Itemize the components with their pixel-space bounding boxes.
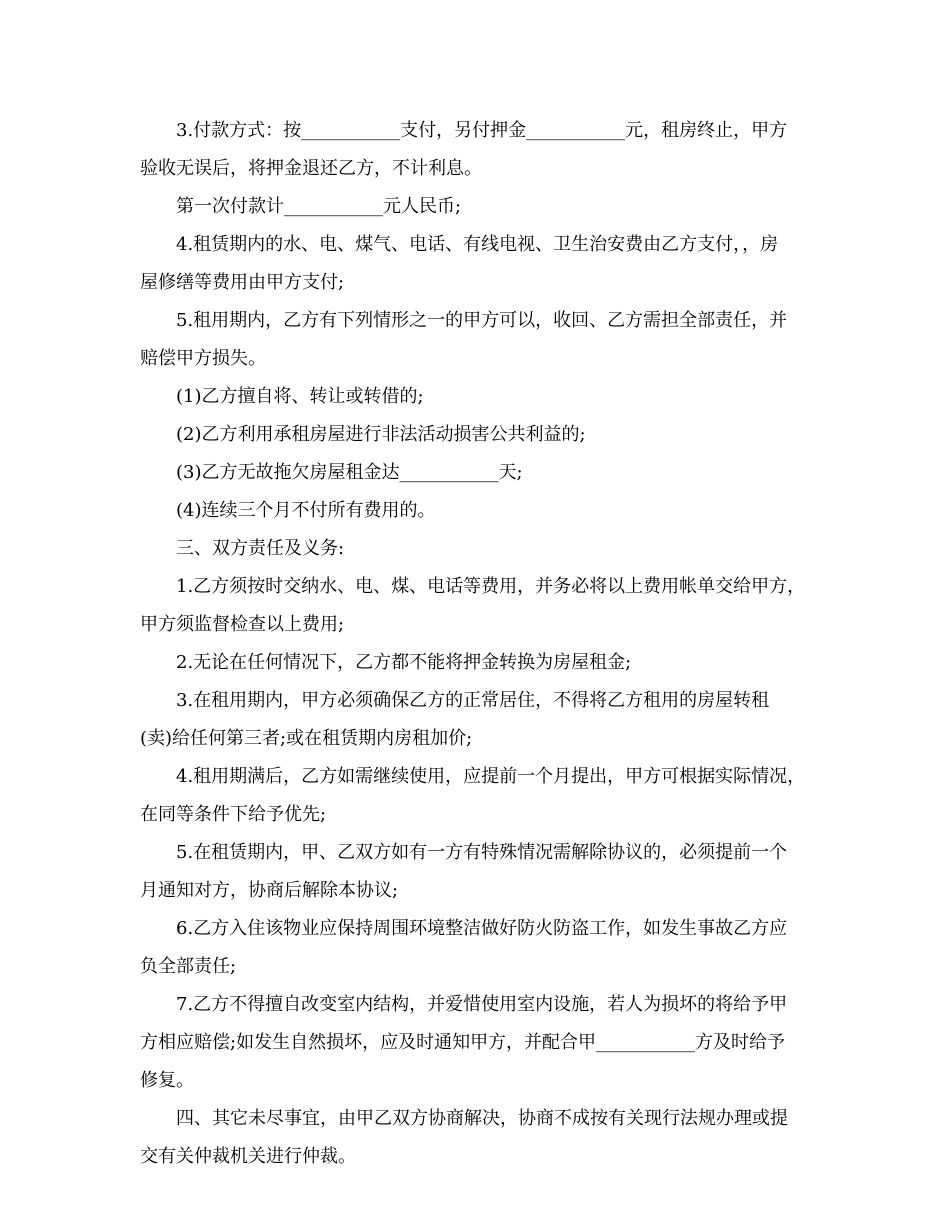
paragraph-line: 4.租用期满后，乙方如需继续使用，应提前一个月提出，甲方可根据实际情况， — [176, 766, 806, 787]
paragraph-line: 6.乙方入住该物业应保持周围环境整洁做好防火防盗工作，如发生事故乙方应 — [176, 918, 788, 939]
paragraph-line: 修复。 — [140, 1070, 194, 1091]
paragraph-line: 7.乙方不得擅自改变室内结构，并爱惜使用室内设施，若人为损坏的将给予甲 — [176, 994, 788, 1015]
paragraph-line: 4.租赁期内的水、电、煤气、电话、有线电视、卫生治安费由乙方支付，，房 — [176, 234, 779, 255]
list-item: (4)连续三个月不付所有费用的。 — [176, 500, 436, 521]
paragraph-line: 2.无论在任何情况下，乙方都不能将押金转换为房屋租金; — [176, 652, 632, 673]
paragraph-line: 3.付款方式：按___________支付，另付押金___________元，租房终止，甲方 — [176, 120, 788, 141]
paragraph-line: 5.在租赁期内，甲、乙双方如有一方有特殊情况需解除协议的，必须提前一个 — [176, 842, 788, 863]
list-item: (2)乙方利用承租房屋进行非法活动损害公共利益的; — [176, 424, 586, 445]
paragraph-line: 5.租用期内，乙方有下列情形之一的甲方可以，收回、乙方需担全部责任，并 — [176, 310, 788, 331]
paragraph-line: 赔偿甲方损失。 — [140, 348, 266, 369]
paragraph-line: 方相应赔偿;如发生自然损坏，应及时通知甲方，并配合甲___________方及时给予 — [140, 1032, 786, 1053]
section-heading: 四、其它未尽事宜，由甲乙双方协商解决，协商不成按有关现行法规办理或提 — [176, 1108, 788, 1129]
paragraph-line: 第一次付款计___________元人民币; — [176, 196, 462, 217]
paragraph-line: (卖)给任何第三者;或在租赁期内房租加价; — [140, 728, 473, 749]
paragraph-line: 负全部责任; — [140, 956, 237, 977]
list-item: (1)乙方擅自将、转让或转借的; — [176, 386, 424, 407]
document-body — [140, 112, 820, 1176]
paragraph-line: 月通知对方，协商后解除本协议; — [140, 880, 399, 901]
paragraph-line: 在同等条件下给予优先; — [140, 804, 327, 825]
paragraph-line: 1.乙方须按时交纳水、电、煤、电话等费用，并务必将以上费用帐单交给甲方， — [176, 576, 806, 597]
list-item: (3)乙方无故拖欠房屋租金达___________天; — [176, 462, 523, 483]
paragraph-line: 验收无误后，将押金退还乙方，不计利息。 — [140, 158, 482, 179]
paragraph-line: 交有关仲裁机关进行仲裁。 — [140, 1146, 356, 1167]
paragraph-line: 甲方须监督检查以上费用; — [140, 614, 345, 635]
paragraph-line: 屋修缮等费用由甲方支付; — [140, 272, 345, 293]
section-heading: 三、双方责任及义务: — [176, 538, 345, 559]
paragraph-line: 3.在租用期内，甲方必须确保乙方的正常居住，不得将乙方租用的房屋转租 — [176, 690, 770, 711]
